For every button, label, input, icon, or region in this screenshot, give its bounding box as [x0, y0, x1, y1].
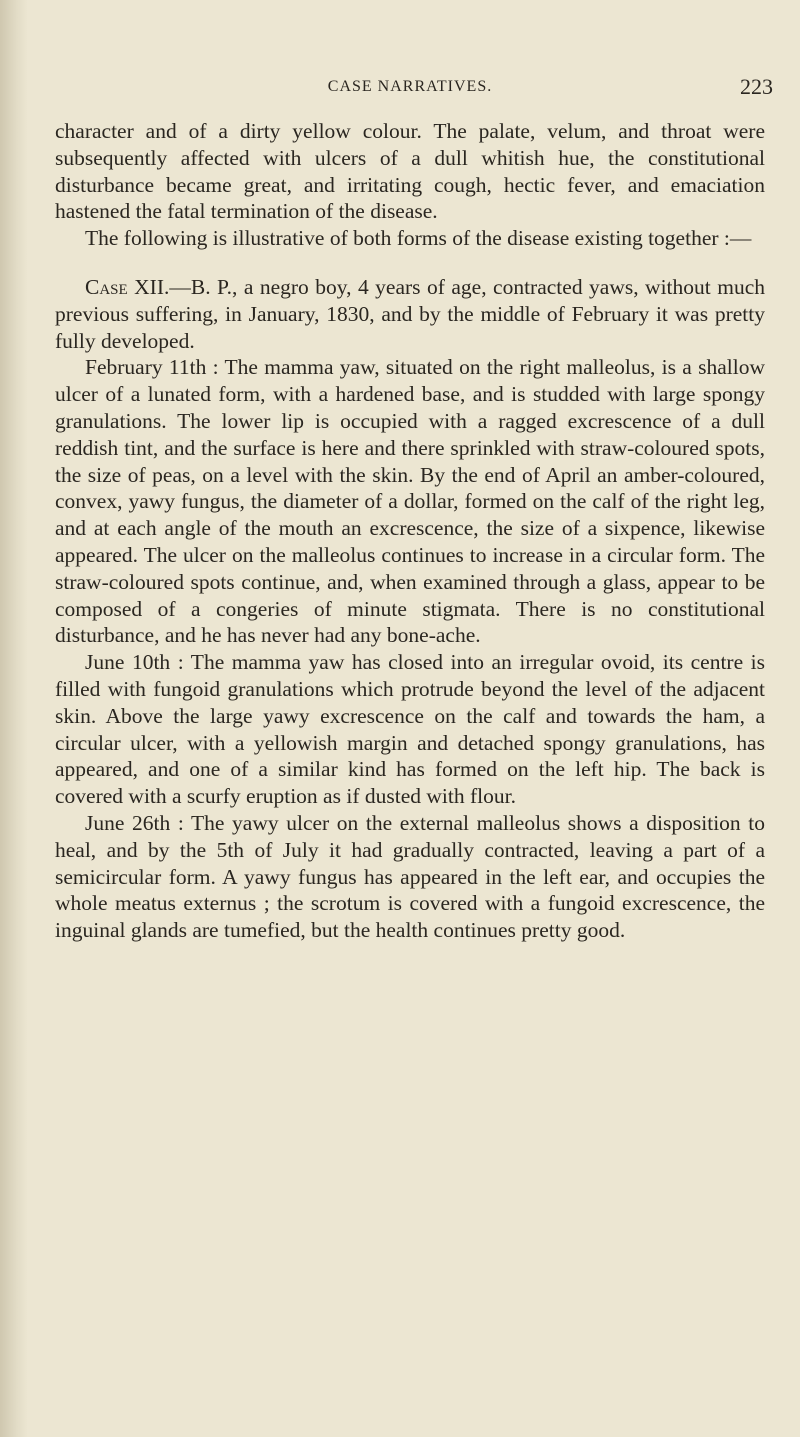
page-edge-shadow: [0, 0, 28, 1437]
paragraph-1: character and of a dirty yellow colour. The palate, velum, and throat were subsequently affected with ulcers of a dull whitish hue, the constitutional disturbance became great, and irritating cough, hectic fever, and emaciation hastened the fatal termination of the disease.: [55, 119, 765, 224]
paragraph-june-10: June 10th : The mamma yaw has closed into an irregular ovoid, its centre is filled with fungoid granulations which protrude beyond the level of the adjacent skin. Above the large yawy excrescence on the calf and towards the ham, a circular ulcer, with a yellowish margin and detached spongy granulations, has appeared, and one of a similar kind has formed on the left hip. The back is covered with a scurfy eruption as if dusted with flour.: [55, 650, 765, 809]
page-number: 223: [740, 74, 773, 99]
paragraph-june-26: June 26th : The yawy ulcer on the external malleolus shows a disposition to heal, and by the 5th of July it had gradually contracted, leaving a part of a semicircular form. A yawy fungus has appeared in the left ear, and occupies the whole meatus externus ; the scrotum is covered with a fungoid excrescence, the inguinal glands are tumefied, but the health continues pretty good.: [55, 810, 765, 943]
section-gap: [55, 252, 765, 274]
paragraph-february-11: February 11th : The mamma yaw, situated on the right malleolus, is a shallow ulcer of a lunated form, with a hardened base, and is studded with large spongy granulations. The lower lip is occupied with a ragged excrescence of a dull reddish tint, and the surface is here and there sprinkled with straw-coloured spots, the size of peas, on a level with the skin. By the end of April an amber-coloured, convex, yawy fungus, the diameter of a dollar, formed on the calf of the right leg, and at each angle of the mouth an excrescence, the size of a sixpence, likewise appeared. The ulcer on the malleolus continues to increase in a circular form. The straw-coloured spots continue, and, when examined through a glass, appear to be composed of a congeries of minute stigmata. There is no constitutional disturbance, and he has never had any bone-ache.: [55, 355, 765, 648]
case-label: Case XII.: [85, 274, 170, 299]
case-xii-text: —B. P., a negro boy, 4 years of age, contracted yaws, without much previous suffering, in January, 1830, and by the middle of February it was pretty fully developed.: [55, 274, 765, 353]
running-head: [55, 74, 773, 108]
book-page: [55, 74, 773, 944]
paragraph-2: The following is illustrative of both forms of the disease existing together :—: [85, 226, 752, 251]
running-title: CASE NARRATIVES.: [327, 78, 493, 95]
paragraph-case-xii: [55, 274, 765, 354]
